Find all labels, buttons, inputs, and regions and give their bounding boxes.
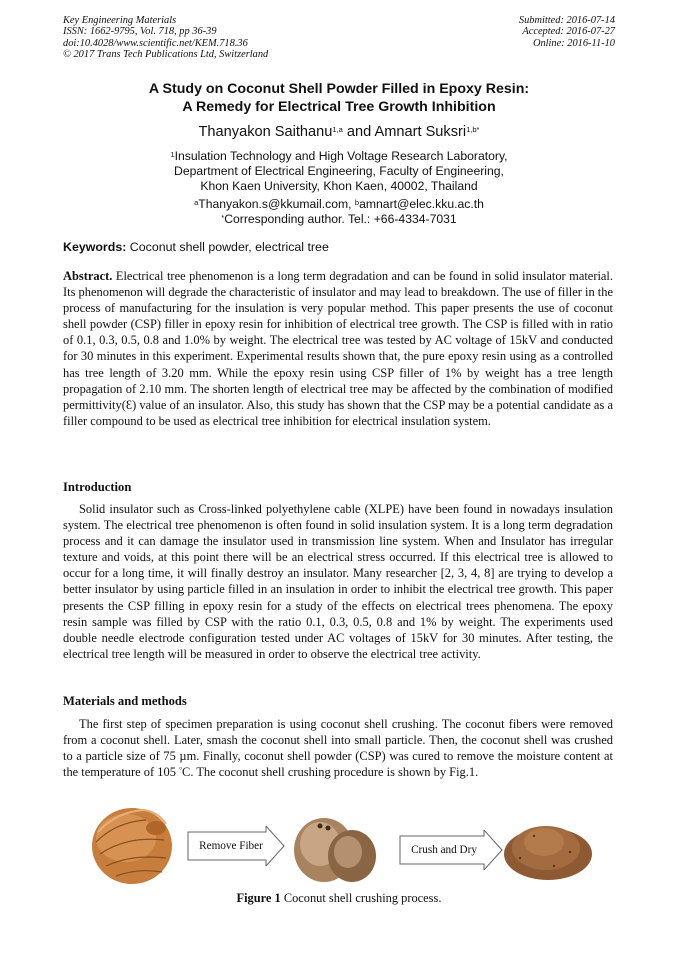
coconut-powder-image [500,808,596,886]
coconut-shell-image [290,806,378,886]
corresponding-author: Corresponding author. Tel.: +66-4334-7031 [224,212,457,226]
intro-text: Solid insulator such as Cross-linked polyethylene cable (XLPE) have been found in nowadays insulation system. The electrical tree phenomenon is often found in solid insulation system. It is a long term degradation process and it can damage the insulator used in transmission line system. When and Insulator has irregular texture and voids, at this point there will be an electrical stress occurred. If this electrical tree is allowed to occur for a long time, it will finally destroy an insulator. Many researcher [2, 3, 4, 8] are trying to develop a better insulator by using particle filled in an insulation in order to inhibit the electrical tree growth. This paper presents the CSP filling in epoxy resin for a study of the effects on electrical trees phenomena. The epoxy resin sample was filled by CSP with the ratio 0.1, 0.3, 0.5, 0.8 and 1% by weight. The experiments used double needle electrode configuration tested under AC voltages of 15kV for 30 minutes. After testing, the electrical tree length will be measured in order to observe the electrical tree activity. [63,502,613,661]
coconut-husk-image [86,802,178,886]
paper-title [0,80,678,116]
abstract [63,268,613,429]
submitted-date: Submitted: 2016-07-14 [518,15,615,26]
author-conj: and [342,124,375,140]
issn: ISSN: 1662-9795, Vol. 718, pp 36-39 [63,26,217,38]
keywords [63,240,329,254]
email-a-sup: a [194,198,199,207]
affil-line-2: Department of Electrical Engineering, Faculty of Engineering, [174,164,504,178]
email-a[interactable]: Thanyakon.s@kkumail.com, [198,197,355,211]
materials-text-b: C. The coconut shell crushing procedure is shown by Fig.1. [182,765,479,780]
keywords-label: Keywords: [63,240,127,254]
materials-body [63,716,613,780]
author-2-sup: 1,b* [466,125,480,134]
abstract-text: Electrical tree phenomenon is a long term degradation and can be found in solid insulator material. Its phenomenon will degrade the characteristic of insulator and may lead to breakdown. The use of filler in the process of manufacturing for the insulation is very popular method. This paper presents the use of coconut shell powder (CSP) filler in epoxy resin for inhibition of electrical tree growth. The CSP is filled with in ratio of 0.1, 0.3, 0.5, 0.8 and 1.0% by weight. The electrical tree was tested by AC voltage of 15kV and conducted for 30 minutes in this experiment. Experimental results shown that, the pure epoxy resin using as a controlled has tree length of 3.20 mm. While the epoxy resin using CSP filler of 1% by weight has a tree length propagation of 2.10 mm. The shorten length of electrical tree may be affected by the combination of modified permittivity(Ɛ) value of an insulator. Also, this study has shown that the CSP may be a potential candidate as a filler compound to be used as electrical tree inhibition for electrical insulation system. [63,269,613,428]
title-line-2: A Remedy for Electrical Tree Growth Inhibition [182,99,496,115]
intro-body [63,501,613,662]
step-remove-fiber: Remove Fiber [199,840,263,852]
online-date: Online: 2016-11-10 [532,37,615,49]
journal-meta [63,15,268,61]
copyright: © 2017 Trans Tech Publications Ltd, Switzerland [63,49,269,61]
abstract-label: Abstract. [63,269,113,283]
step-crush-and-dry: Crush and Dry [411,844,477,856]
caption-text: Coconut shell crushing process. [280,891,442,905]
affil-line-3: Khon Kaen University, Khon Kaen, 40002, Thailand [200,179,478,193]
author-2: Amnart Suksri [374,124,467,140]
accepted-date: Accepted: 2016-07-27 [522,26,615,38]
affil-line-1: Insulation Technology and High Voltage Research Laboratory, [174,149,508,163]
email-b[interactable]: amnart@elec.kku.ac.th [359,197,484,211]
journal-name: Key Engineering Materials [63,15,177,26]
caption-label: Figure 1 [236,891,281,905]
figure-1 [0,800,678,890]
affil-sup: 1 [170,150,175,159]
materials-heading: Materials and methods [63,694,187,708]
figure-caption [0,891,678,906]
keywords-text: Coconut shell powder, electrical tree [126,240,329,254]
doi[interactable]: doi:10.4028/www.scientific.net/KEM.718.36 [63,37,248,49]
materials-text-a: The first step of specimen preparation is using coconut shell crushing. The coconut fibers were removed from a coconut shell. Later, smash the coconut shell into small particle. Then, the coconut shell was crushed to a particle size of 75 µm. Finally, coconut shell powder (CSP) was cured to remove the moisture content at the temperature of 105 [63,717,613,780]
intro-heading: Introduction [63,480,132,494]
author-list [0,123,678,141]
author-1-sup: 1,a [332,125,343,134]
dates-meta [519,15,615,49]
affiliation [0,149,678,194]
author-1: Thanyakon Saithanu [198,124,333,140]
degree-sup: ° [179,765,183,775]
contact-info [0,197,678,227]
corr-sup: * [221,213,225,222]
title-line-1: A Study on Coconut Shell Powder Filled in Epoxy Resin: [148,81,530,97]
email-b-sup: b [354,198,360,207]
